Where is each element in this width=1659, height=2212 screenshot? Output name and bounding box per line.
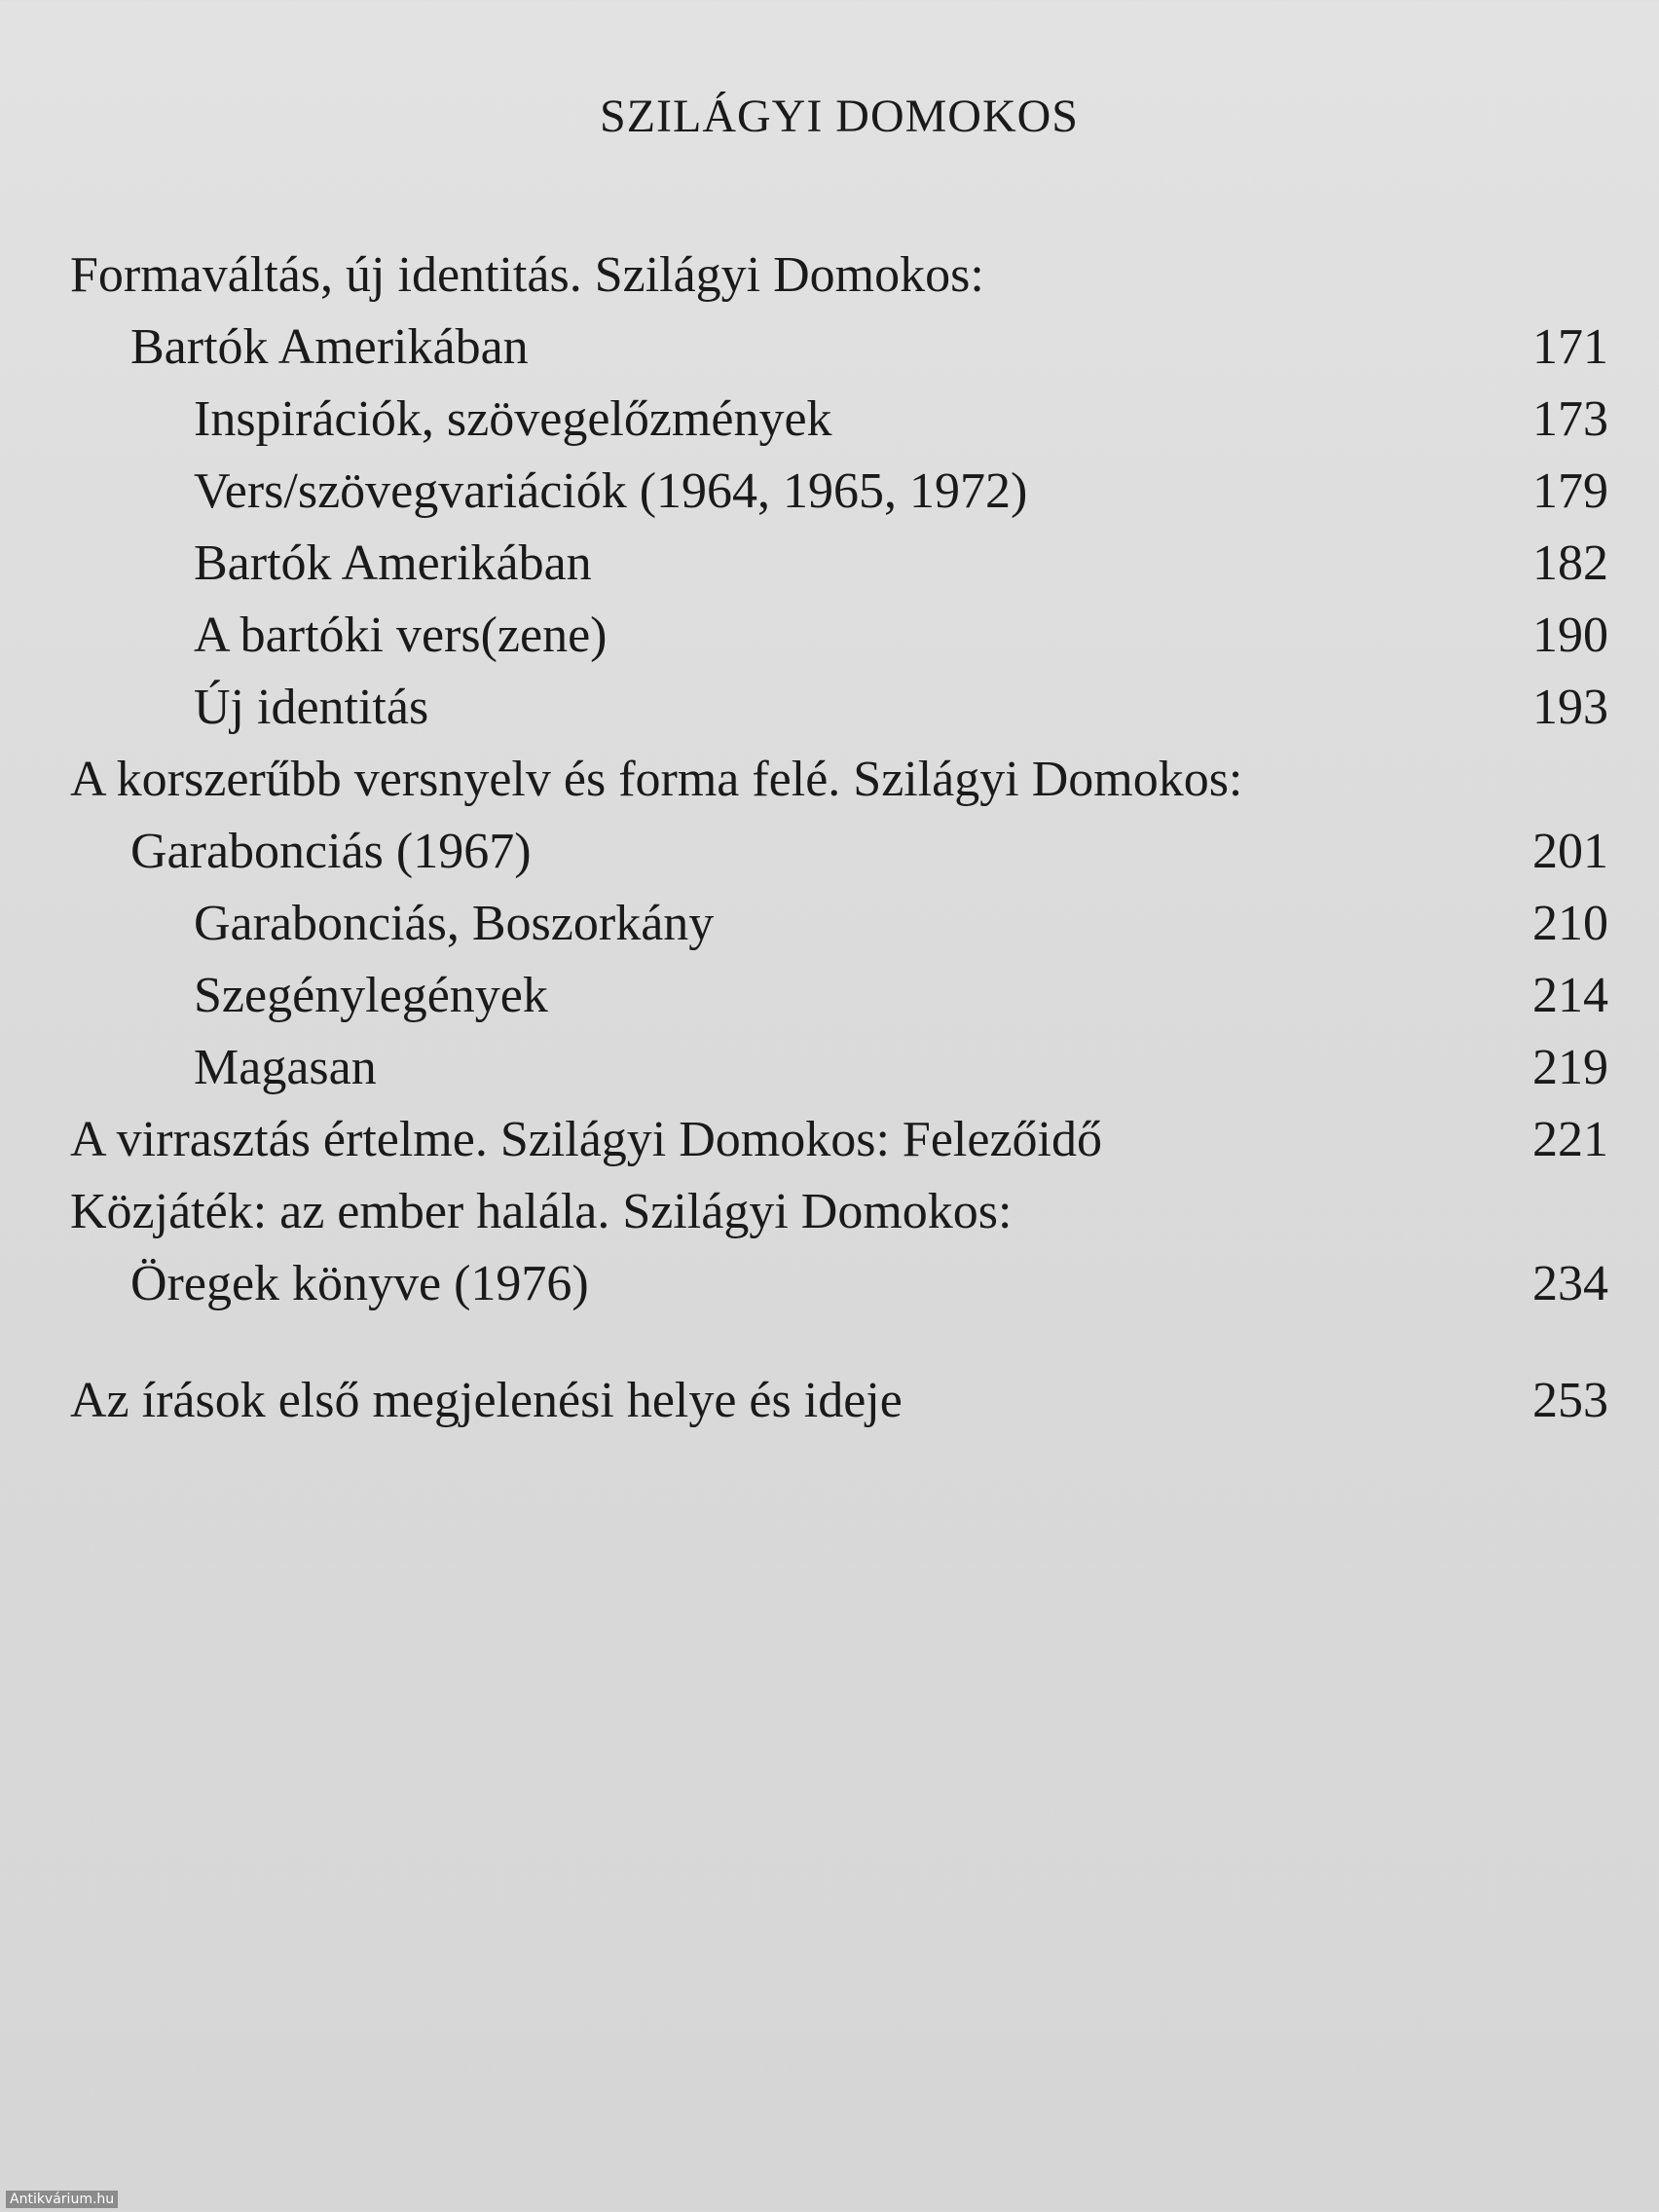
toc-entry-title: Vers/szövegvariációk (1964, 1965, 1972) xyxy=(194,463,1028,519)
toc-entry xyxy=(70,456,1608,528)
toc-entry-title: A virrasztás értelme. Szilágyi Domokos: Felezőidő xyxy=(70,1112,1102,1167)
toc-entry-page: 253 xyxy=(1532,1373,1608,1428)
toc-entry-title: Közjáték: az ember halála. Szilágyi Domokos: xyxy=(70,1184,1013,1239)
toc-entry xyxy=(70,1104,1608,1176)
toc-entry-title: Garabonciás, Boszorkány xyxy=(194,896,715,951)
toc-entry-title: Garabonciás (1967) xyxy=(130,824,532,879)
toc-entry-page: 173 xyxy=(1532,391,1608,447)
toc-entry xyxy=(70,1365,1608,1437)
toc-entry-page: 171 xyxy=(1532,319,1608,375)
toc-entry-title: Bartók Amerikában xyxy=(130,319,529,375)
toc-entry xyxy=(70,600,1608,672)
toc-entry-title: Az írások első megjelenési helye és ideje xyxy=(70,1373,903,1428)
toc-entry xyxy=(70,816,1608,888)
toc-entry-page: 210 xyxy=(1532,896,1608,951)
toc-entry xyxy=(70,672,1608,744)
toc-entry-title: Öregek könyve (1976) xyxy=(130,1256,589,1311)
toc-entry-page: 221 xyxy=(1532,1112,1608,1167)
toc-entry xyxy=(70,240,1608,312)
running-header: SZILÁGYI DOMOKOS xyxy=(600,91,1079,142)
toc-entry-page: 214 xyxy=(1532,968,1608,1023)
toc-entry xyxy=(70,528,1608,600)
toc-entry-page: 179 xyxy=(1532,463,1608,519)
toc-entry xyxy=(70,1248,1608,1320)
toc-entry-page: 219 xyxy=(1532,1040,1608,1095)
toc-entry xyxy=(70,960,1608,1032)
toc-entry-page: 234 xyxy=(1532,1256,1608,1311)
toc-entry-title: Magasan xyxy=(194,1040,377,1095)
toc-entry-title: Inspirációk, szövegelőzmények xyxy=(194,391,832,447)
toc-entry-title: Bartók Amerikában xyxy=(194,535,592,591)
toc-entry-title: Új identitás xyxy=(194,680,429,735)
toc-entry-page: 193 xyxy=(1532,680,1608,735)
toc-entry-title: A bartóki vers(zene) xyxy=(194,608,608,663)
toc-spacer xyxy=(70,1320,1608,1365)
toc-entry xyxy=(70,1176,1608,1248)
toc-entry xyxy=(70,744,1608,816)
toc-entry-title: Formaváltás, új identitás. Szilágyi Domokos: xyxy=(70,247,984,303)
toc-entry-page: 201 xyxy=(1532,824,1608,879)
toc-entry-page: 190 xyxy=(1532,608,1608,663)
watermark: Antikvárium.hu xyxy=(6,2191,118,2208)
toc-entry xyxy=(70,312,1608,384)
toc-entry-title: A korszerűbb versnyelv és forma felé. Szilágyi Domokos: xyxy=(70,752,1243,807)
toc-entry-title: Szegénylegények xyxy=(194,968,548,1023)
toc-entry xyxy=(70,888,1608,960)
toc-entry xyxy=(70,1032,1608,1104)
toc-entry xyxy=(70,384,1608,456)
toc-entry-page: 182 xyxy=(1532,535,1608,591)
table-of-contents xyxy=(70,240,1608,1437)
